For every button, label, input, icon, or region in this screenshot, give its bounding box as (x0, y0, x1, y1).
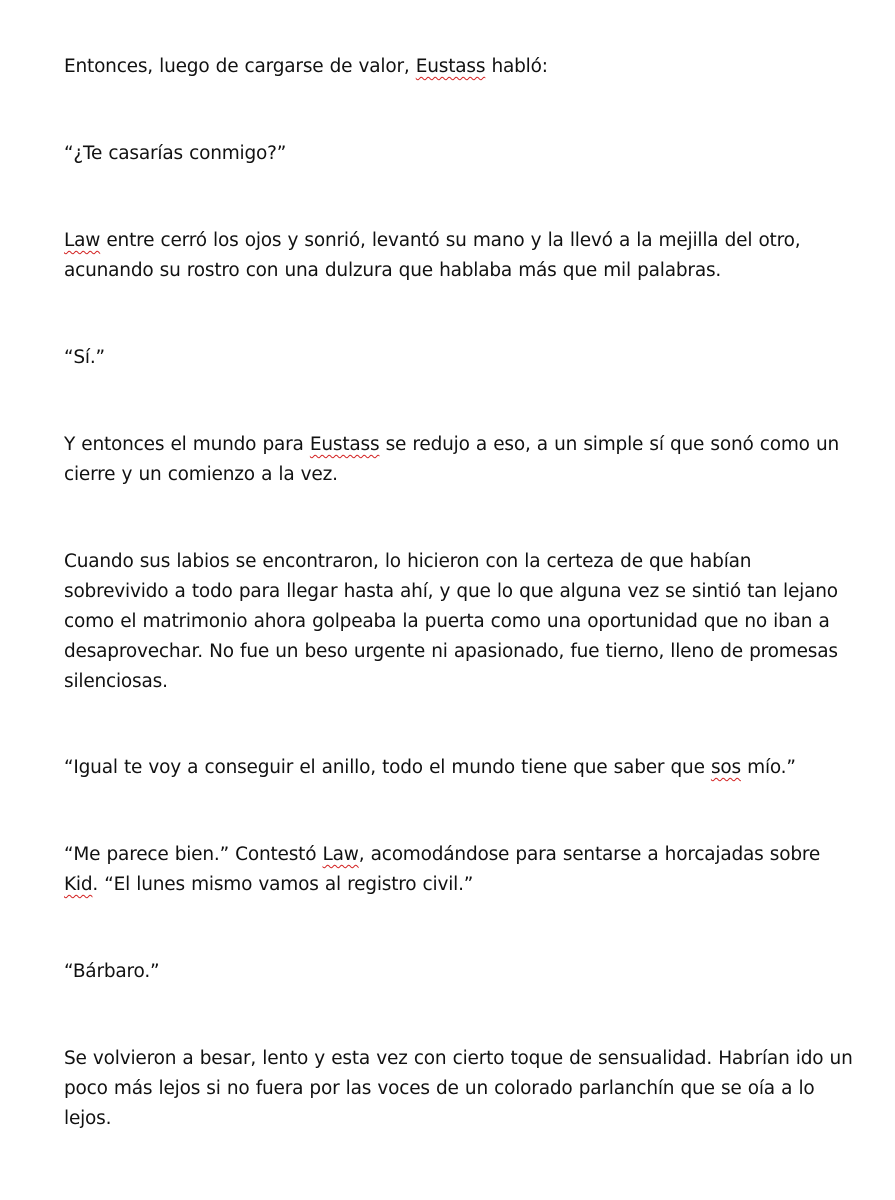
text-line (64, 840, 844, 870)
text-line (64, 577, 844, 607)
text-line (64, 52, 844, 82)
text-line (64, 753, 844, 783)
text-run: “Me parece bien.” Contestó (64, 844, 323, 865)
text-run: “Bárbaro.” (64, 961, 160, 982)
text-run: Entonces, luego de cargarse de valor, (64, 56, 416, 77)
text-run: cierre y un comienzo a la vez. (64, 464, 338, 485)
paragraph (64, 753, 844, 783)
text-run: habló: (485, 56, 548, 77)
paragraph (64, 139, 844, 169)
text-run: entre cerró los ojos y sonrió, levantó su mano y la llevó a la mejilla del otro, (100, 230, 801, 251)
text-line (64, 547, 844, 577)
text-line (64, 667, 844, 697)
text-run: “Sí.” (64, 347, 105, 368)
text-line (64, 226, 844, 256)
misspelled-word: Eustass (309, 434, 380, 455)
text-run: se redujo a eso, a un simple sí que sonó como un (379, 434, 840, 455)
paragraph (64, 226, 844, 286)
text-line (64, 1044, 853, 1074)
paragraph (64, 840, 844, 900)
misspelled-word: Eustass (415, 56, 486, 77)
paragraph (64, 52, 844, 82)
text-run: como el matrimonio ahora golpeaba la puerta como una oportunidad que no iban a (64, 611, 830, 632)
text-run: “¿Te casarías conmigo?” (64, 143, 287, 164)
text-line (64, 870, 844, 900)
text-run: Y entonces el mundo para (64, 434, 310, 455)
misspelled-word: Kid (64, 874, 93, 895)
paragraph (64, 547, 844, 697)
text-run: , acomodándose para sentarse a horcajadas sobre (358, 844, 821, 865)
misspelled-word: Law (64, 230, 101, 251)
misspelled-word: sos (710, 757, 741, 778)
paragraph (64, 343, 844, 373)
text-run: mío.” (740, 757, 796, 778)
text-line (64, 637, 844, 667)
paragraph (64, 1044, 853, 1134)
misspelled-word: Law (322, 844, 359, 865)
text-run: desaprovechar. No fue un beso urgente ni apasionado, fue tierno, lleno de promesas (64, 641, 838, 662)
paragraph (64, 430, 844, 490)
text-run: Cuando sus labios se encontraron, lo hicieron con la certeza de que habían (64, 551, 752, 572)
text-line (64, 460, 844, 490)
text-line (64, 343, 844, 373)
text-run: sobrevivido a todo para llegar hasta ahí, y que lo que alguna vez se sintió tan lejano (64, 581, 838, 602)
paragraph (64, 957, 844, 987)
text-line (64, 1104, 844, 1134)
text-run: silenciosas. (64, 671, 168, 692)
text-run: poco más lejos si no fuera por las voces de un colorado parlanchín que se oía a lo (64, 1078, 815, 1099)
text-run: . “El lunes mismo vamos al registro civil.” (92, 874, 474, 895)
text-line (64, 430, 844, 460)
text-run: Se volvieron a besar, lento y esta vez con cierto toque de sensualidad. Habrían ido un (64, 1048, 853, 1069)
text-run: lejos. (64, 1108, 112, 1129)
text-line (64, 256, 844, 286)
text-run: acunando su rostro con una dulzura que hablaba más que mil palabras. (64, 260, 722, 281)
text-line (64, 1074, 844, 1104)
text-line (64, 957, 844, 987)
text-line (64, 607, 844, 637)
text-line (64, 139, 844, 169)
text-run: “Igual te voy a conseguir el anillo, todo el mundo tiene que saber que (64, 757, 711, 778)
